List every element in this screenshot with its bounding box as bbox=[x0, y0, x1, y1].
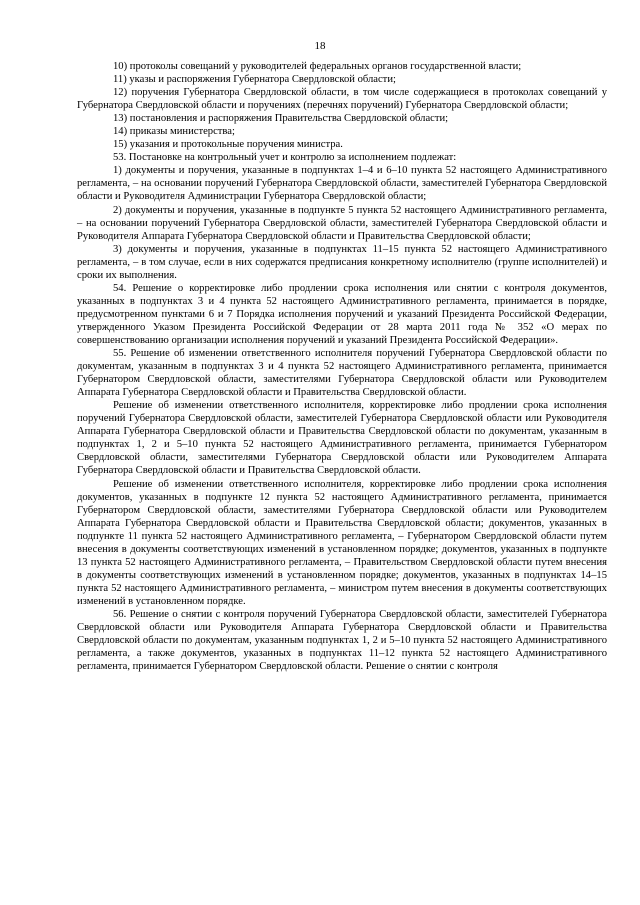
paragraph-clause-56: 56. Решение о снятии с контроля поручений Губернатора Свердловской области, заместителей Губернатора Свердловской области или Руководителя Аппарата Губернатора Свердловской области и Правительства Свердловской области по документам, указанным подпунктах 1, 2 и 5–10 пункта 52 настоящего Административного регламента, а также документов, указанных в подпунктах 11–12 пункта 52 настоящего Административного регламента, принимается Губернатором Свердловской области. Решение о снятии с контроля bbox=[77, 608, 607, 673]
paragraph-item-12: 12) поручения Губернатора Свердловской области, в том числе содержащиеся в протоколах совещаний у Губернатора Свердловской области и поручениях (перечнях поручений) Губернатора Свердловской области; bbox=[77, 87, 607, 112]
paragraph-item-10: 10) протоколы совещаний у руководителей федеральных органов государственной власти; bbox=[113, 61, 522, 72]
paragraph-clause-54: 54. Решение о корректировке либо продлении срока исполнения или снятии с контроля документов, указанных в подпунктах 3 и 4 пункта 52 настоящего Административного регламента, принимается в порядке, предусмотренном пунктами 6 и 7 Порядка исполнения поручений и указаний Президента Российской Федерации, утвержденного Указом Президента Российской Федерации от 28 марта 2011 года № 352 «О мерах по совершенствованию организации исполнения поручений и указаний Президента Российской Федерации». bbox=[77, 282, 607, 346]
document-body bbox=[77, 60, 607, 673]
paragraph-clause-53-item-3: 3) документы и поручения, указанные в подпунктах 11–15 пункта 52 настоящего Административного регламента, – в том случае, если в них содержатся предписания конкретному исполнителю (группе исполнителей) и сроки их выполнения. bbox=[77, 243, 607, 281]
paragraph-clause-53-item-1: 1) документы и поручения, указанные в подпунктах 1–4 и 6–10 пункта 52 настоящего Административного регламента, – на основании поручений Губернатора Свердловской области, заместителей Губернатора Свердловской области и Руководителя Администрации Губернатора Свердловской области; bbox=[77, 165, 607, 203]
paragraph-item-14: 14) приказы министерства; bbox=[113, 126, 235, 138]
paragraph-item-13: 13) постановления и распоряжения Правительства Свердловской области; bbox=[113, 113, 449, 125]
paragraph-item-11: 11) указы и распоряжения Губернатора Свердловской области; bbox=[113, 74, 396, 86]
paragraph-clause-55: 55. Решение об изменении ответственного исполнителя поручений Губернатора Свердловской области по документам, указанным в подпунктах 3 и 4 пункта 52 настоящего Административного регламента, принимается Губернатором Свердловской области, заместителями Губернатора Свердловской области или Руководителем Аппарата Губернатора Свердловской области и Правительства Свердловской области. bbox=[77, 348, 607, 399]
paragraph-clause-53: 53. Постановке на контрольный учет и контролю за исполнением подлежат: bbox=[113, 152, 457, 164]
paragraph-clause-55-part-3: Решение об изменении ответственного исполнителя, корректировке либо продлении срока исполнения документов, указанных в подпункте 12 пункта 52 настоящего Административного регламента, принимается Губернатором Свердловской области, заместителями Губернатора Свердловской области или Руководителем Аппарата Губернатора Свердловской области и Правительства Свердловской области; документов, указанных в подпункте 11 пункта 52 настоящего Административного регламента, – Губернатором Свердловской области путем внесения в документы соответствующих изменений в установленном порядке; документов, указанных в подпункте 13 пункта 52 настоящего Административного регламента, – Правительством Свердловской области путем внесения в документы соответствующих изменений в установленном порядке; документов, указанных в подпунктах 14–15 пункта 52 настоящего Административного регламента, – министром путем внесения в документы соответствующих изменений в установленном порядке. bbox=[77, 478, 607, 607]
paragraph-clause-55-part-2: Решение об изменении ответственного исполнителя, корректировке либо продлении срока исполнения поручений Губернатора Свердловской области, заместителей Губернатора Свердловской области или Руководителя Аппарата Губернатора Свердловской области и Правительства Свердловской области по документам, указанным в подпунктах 1, 2 и 5–10 пункта 52 настоящего Административного регламента, принимается Губернатором Свердловской области, заместителями Губернатора Свердловской области или Руководителем Аппарата Губернатора Свердловской области и Правительства Свердловской области. bbox=[77, 400, 607, 477]
paragraph-item-15: 15) указания и протокольные поручения министра. bbox=[113, 139, 343, 151]
page-number: 18 bbox=[314, 40, 326, 52]
paragraph-clause-53-item-2: 2) документы и поручения, указанные в подпункте 5 пункта 52 настоящего Административного регламента, – на основании поручений Губернатора Свердловской области, заместителей Губернатора Свердловской области и Руководителя Аппарата Губернатора Свердловской области и Правительства Свердловской области; bbox=[77, 204, 607, 242]
